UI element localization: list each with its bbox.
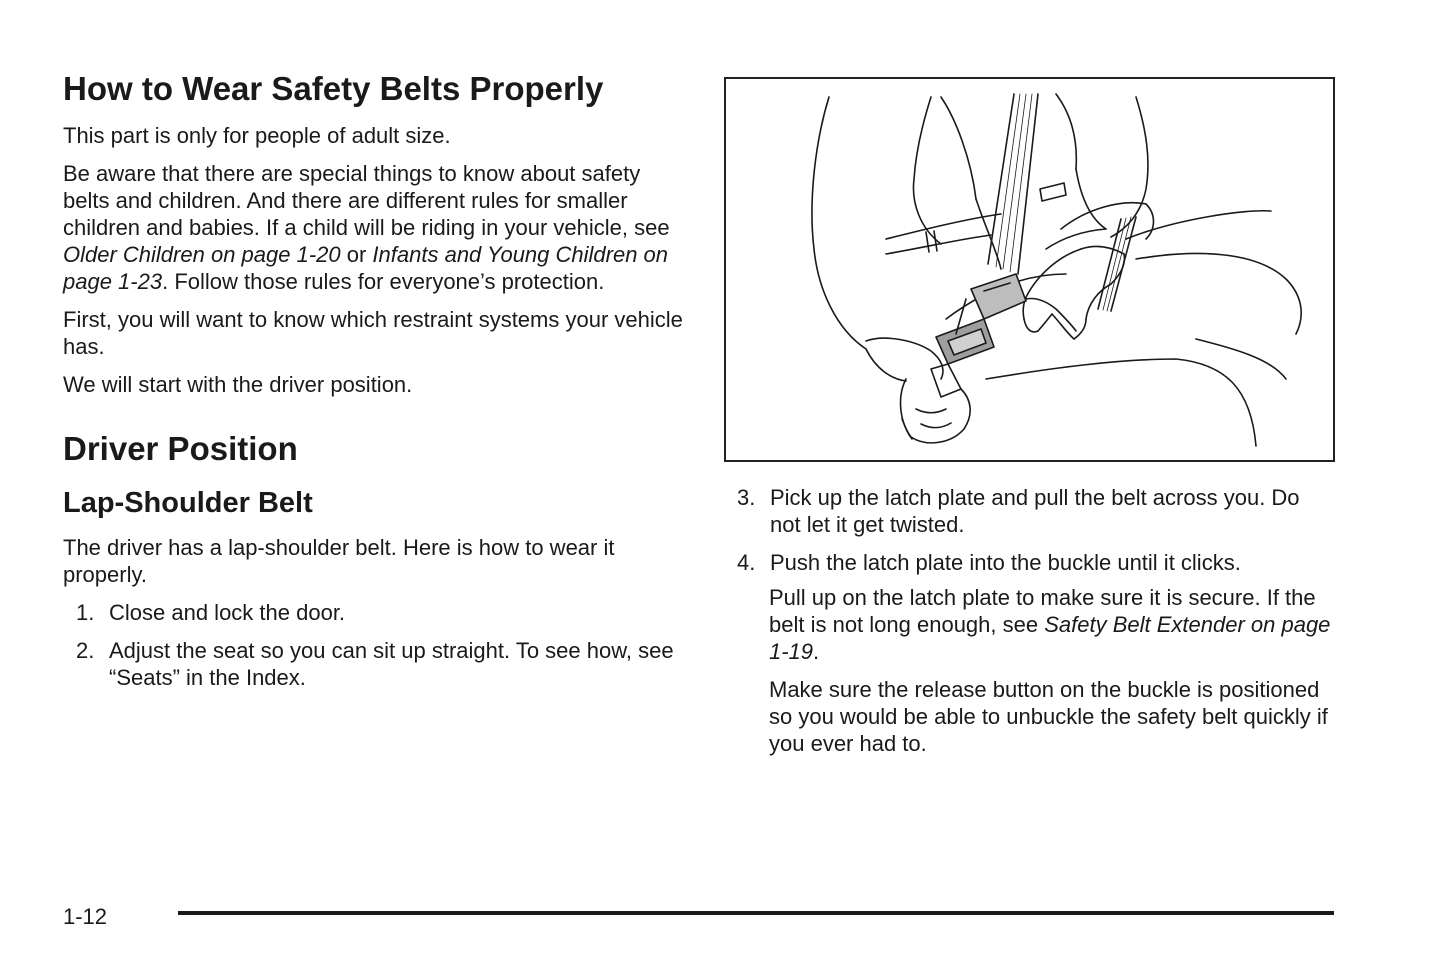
illustration-drawing (726, 79, 1333, 460)
page-title: How to Wear Safety Belts Properly (63, 70, 604, 107)
cross-reference-belt-extender: Safety Belt Extender on page 1-19 (769, 612, 1331, 664)
step-item: 4. Push the latch plate into the buckle until it clicks. (737, 550, 1241, 575)
paragraph-children: Be aware that there are special things to know about safety belts and children. And there are different rules for smaller children and babies. If a child will be riding in your vehicle, see Older Children on page 1-20 or Infants and Young Children on page 1-23. Follow those rules for everyone’s protection. (63, 161, 670, 294)
paragraph-driver-position: We will start with the driver position. (63, 372, 413, 397)
belt-illustration (724, 77, 1335, 462)
paragraph-restraint-systems: First, you will want to know which restraint systems your vehicle has. (63, 307, 683, 359)
steps-list-right (724, 484, 1334, 576)
right-column (724, 77, 1334, 768)
left-column (63, 70, 683, 702)
paragraph-latch-secure: Pull up on the latch plate to make sure it is secure. If the belt is not long enough, see Safety Belt Extender on page 1-19. (769, 585, 1331, 664)
step-item: 2. Adjust the seat so you can sit up straight. To see how, see “Seats” in the Index. (76, 638, 674, 690)
footer-divider (178, 911, 1334, 915)
cross-reference-infants: Infants and Young Children on page 1-23 (63, 242, 669, 294)
step-item: 1. Close and lock the door. (76, 600, 346, 625)
paragraph-release-button: Make sure the release button on the buckle is positioned so you would be able to unbuckle the safety belt quickly if you ever had to. (769, 677, 1328, 756)
page-number: 1-12 (63, 904, 108, 929)
steps-list-left (63, 599, 683, 691)
subsection-title: Lap-Shoulder Belt (63, 487, 313, 519)
paragraph-lap-shoulder: The driver has a lap-shoulder belt. Here is how to wear it properly. (63, 535, 615, 587)
step-item: 3. Pick up the latch plate and pull the belt across you. Do not let it get twisted. (737, 485, 1300, 537)
cross-reference-older-children: Older Children on page 1-20 (63, 242, 341, 267)
section-title: Driver Position (63, 430, 298, 467)
paragraph-adult-size: This part is only for people of adult size. (63, 123, 451, 148)
